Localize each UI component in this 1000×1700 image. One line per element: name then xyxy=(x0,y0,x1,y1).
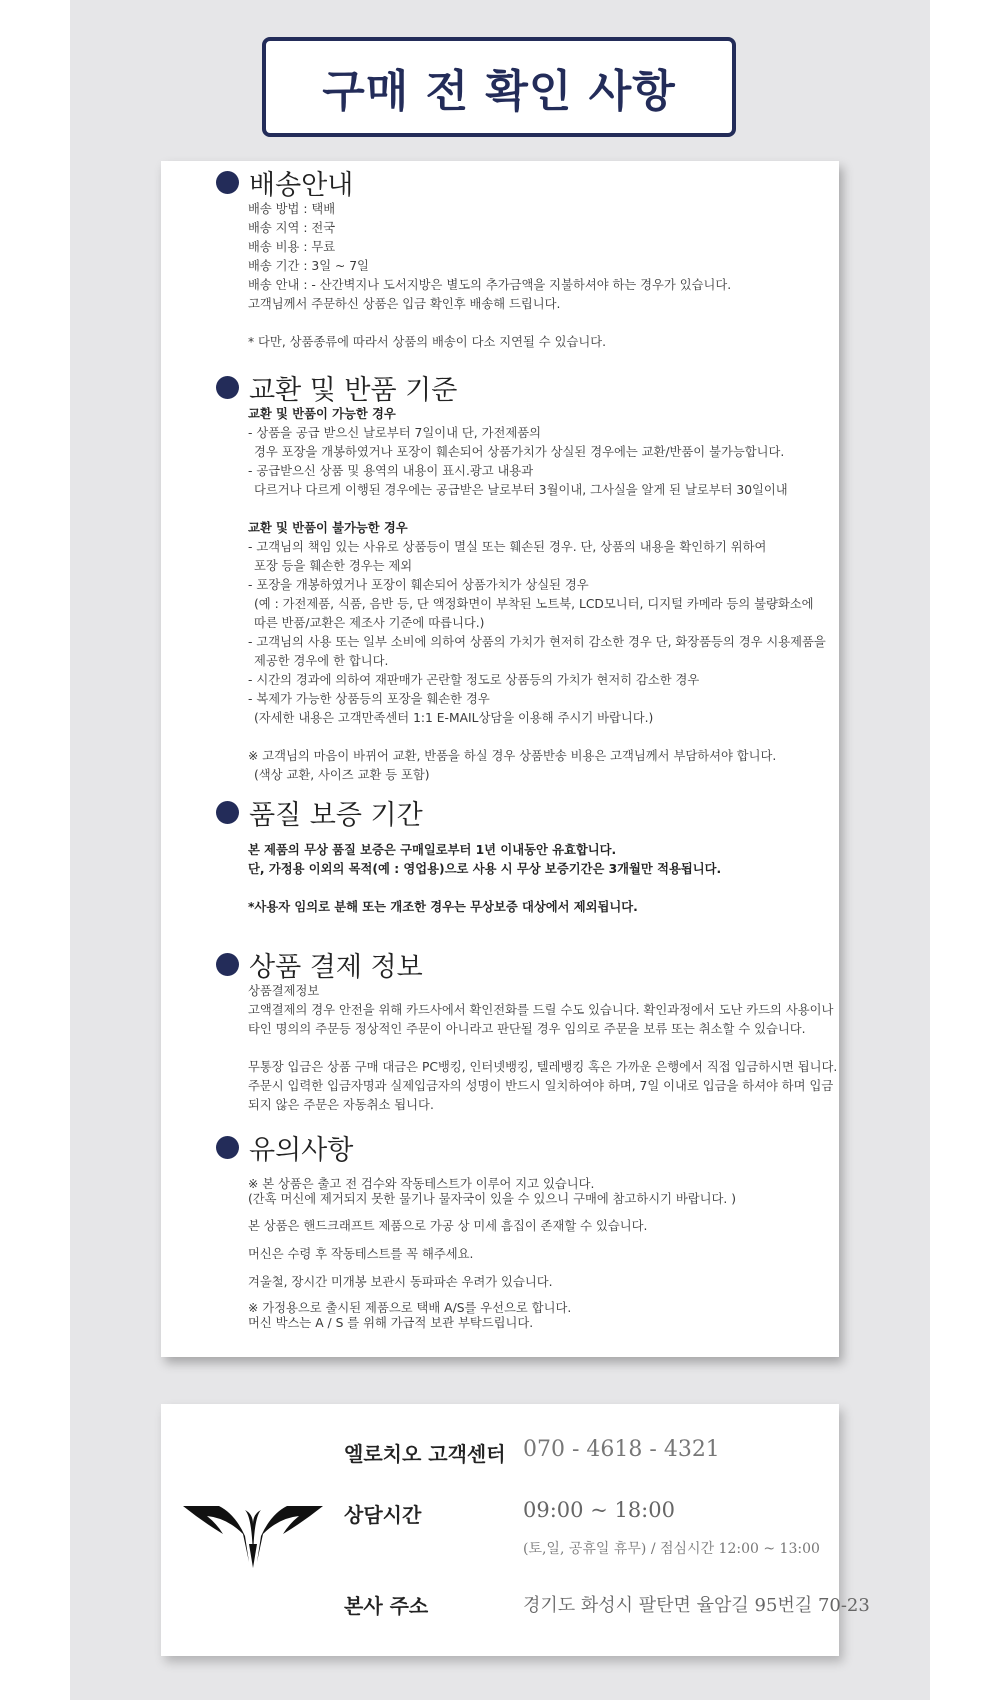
text-line: 되지 않은 주문은 자동취소 됩니다. xyxy=(248,1098,434,1112)
spacer xyxy=(248,879,836,898)
text-line: 주문시 입력한 입금자명과 실제입금자의 성명이 반드시 일치하여야 하며, 7일 이내로 입금을 하셔야 하며 입금 xyxy=(248,1079,834,1093)
subheading: 교환 및 반품이 가능한 경우 xyxy=(248,407,396,421)
text-line: 타인 명의의 주문등 정상적인 주문이 아니라고 판단될 경우 임의로 주문을 보류 또는 취소할 수 있습니다. xyxy=(248,1022,806,1036)
text-line: 본 제품의 무상 품질 보증은 구매일로부터 1년 이내동안 유효합니다. xyxy=(248,843,617,857)
circle-bullet-icon xyxy=(216,801,239,824)
section-title: 교환 및 반품 기준 xyxy=(249,374,458,406)
section-exchange xyxy=(216,370,836,785)
spacer xyxy=(248,728,836,747)
circle-bullet-icon xyxy=(216,376,239,399)
text-line: 본 상품은 핸드크래프트 제품으로 가공 상 미세 흠집이 존재할 수 있습니다. xyxy=(248,1219,648,1233)
section-heading xyxy=(216,795,836,829)
text-line: 머신은 수령 후 작동테스트를 꼭 해주세요. xyxy=(248,1247,474,1261)
text-line: 제공한 경우에 한 합니다. xyxy=(254,654,389,668)
spacer xyxy=(248,500,836,519)
text-line: 무통장 입금은 상품 구매 대금은 PC뱅킹, 인터넷뱅킹, 텔레뱅킹 혹은 가까운 은행에서 직접 입금하시면 됩니다. xyxy=(248,1060,838,1074)
text-line: * 다만, 상품종류에 따라서 상품의 배송이 다소 지연될 수 있습니다. xyxy=(248,335,606,349)
cs-phone[interactable]: 070 - 4618 - 4321 xyxy=(523,1437,720,1462)
text-line: - 공급받으신 상품 및 용역의 내용이 표시.광고 내용과 xyxy=(248,464,534,478)
text-line: 상품결제정보 xyxy=(248,984,320,998)
text-line: 포장 등을 훼손한 경우는 제외 xyxy=(254,559,413,573)
section-payment xyxy=(216,947,836,1115)
text-line: - 시간의 경과에 의하여 재판매가 곤란할 정도로 상품등의 가치가 현저히 감소한 경우 xyxy=(248,673,700,687)
text-line: 고액결제의 경우 안전을 위해 카드사에서 확인전화를 드릴 수도 있습니다. 확인과정에서 도난 카드의 사용이나 xyxy=(248,1003,834,1017)
text-line: - 포장을 개봉하였거나 포장이 훼손되어 상품가치가 상실된 경우 xyxy=(248,578,589,592)
text-line: - 상품을 공급 받으신 날로부터 7일이내 단, 가전제품의 xyxy=(248,426,541,440)
text-line: 배송 기간 : 3일 ~ 7일 xyxy=(248,259,369,273)
spacer xyxy=(248,1039,836,1058)
hours-label: 상담시간 xyxy=(344,1503,422,1527)
hours-note: (토,일, 공휴일 휴무) / 점심시간 12:00 ~ 13:00 xyxy=(523,1541,820,1557)
section-notice xyxy=(216,1130,836,1331)
section-title: 품질 보증 기간 xyxy=(249,799,423,831)
text-line: 배송 비용 : 무료 xyxy=(248,240,336,254)
text-line: 따른 반품/교환은 제조사 기준에 따릅니다.) xyxy=(254,616,485,630)
section-title: 상품 결제 정보 xyxy=(249,951,423,983)
text-line: 경우 포장을 개봉하였거나 포장이 훼손되어 상품가치가 상실된 경우에는 교환/반품이 불가능합니다. xyxy=(254,445,785,459)
text-line: - 고객님의 사용 또는 일부 소비에 의하여 상품의 가치가 현저히 감소한 경우 단, 화장품등의 경우 시용제품을 xyxy=(248,635,826,649)
address-value: 경기도 화성시 팔탄면 율암길 95번길 70-23 xyxy=(523,1595,870,1616)
section-heading xyxy=(216,947,836,981)
text-line: (색상 교환, 사이즈 교환 등 포함) xyxy=(254,768,430,782)
text-line: 단, 가정용 이외의 목적(예 : 영업용)으로 사용 시 무상 보증기간은 3개월만 적용됩니다. xyxy=(248,862,722,876)
text-line: - 복제가 가능한 상품등의 포장을 훼손한 경우 xyxy=(248,692,490,706)
text-line: ※ 본 상품은 출고 전 검수와 작동테스트가 이루어 지고 있습니다. xyxy=(248,1177,595,1191)
text-line: 머신 박스는 A / S 를 위해 가급적 보관 부탁드립니다. xyxy=(248,1316,534,1330)
text-line: ※ 가정용으로 출시된 제품으로 택배 A/S를 우선으로 합니다. xyxy=(248,1301,572,1315)
contact-card xyxy=(161,1404,870,1656)
text-line: 배송 안내 : - 산간벽지나 도서지방은 별도의 추가금액을 지불하셔야 하는 경우가 있습니다. xyxy=(248,278,732,292)
subheading: 교환 및 반품이 불가능한 경우 xyxy=(248,521,408,535)
section-heading xyxy=(216,370,836,404)
circle-bullet-icon xyxy=(216,1136,239,1159)
text-line: (간혹 머신에 제거되지 못한 물기나 물자국이 있을 수 있으니 구매에 참고하시기 바랍니다. ) xyxy=(248,1192,737,1206)
title-box xyxy=(262,37,736,137)
text-line: ※ 고객님의 마음이 바뀌어 교환, 반품을 하실 경우 상품반송 비용은 고객님께서 부담하셔야 합니다. xyxy=(248,749,777,763)
cs-label: 엘로치오 고객센터 xyxy=(344,1442,506,1466)
winged-logo-icon xyxy=(183,1504,323,1568)
text-line: 배송 지역 : 전국 xyxy=(248,221,336,235)
text-line: (예 : 가전제품, 식품, 음반 등, 단 액정화면이 부착된 노트북, LCD모니터, 디지털 카메라 등의 불량화소에 xyxy=(254,597,814,611)
section-heading xyxy=(216,1130,836,1164)
address-label: 본사 주소 xyxy=(344,1594,429,1618)
section-warranty xyxy=(216,795,836,917)
text-line: 고객님께서 주문하신 상품은 입금 확인후 배송해 드립니다. xyxy=(248,297,561,311)
text-line: *사용자 임의로 분해 또는 개조한 경우는 무상보증 대상에서 제외됩니다. xyxy=(248,900,638,914)
page-title: 구매 전 확인 사항 xyxy=(322,66,676,117)
spacer xyxy=(248,314,836,333)
text-line: 다르거나 다르게 이행된 경우에는 공급받은 날로부터 3월이내, 그사실을 알게 된 날로부터 30일이내 xyxy=(254,483,788,497)
text-line: 겨울철, 장시간 미개봉 보관시 동파파손 우려가 있습니다. xyxy=(248,1275,553,1289)
circle-bullet-icon xyxy=(216,953,239,976)
hours-value: 09:00 ~ 18:00 xyxy=(523,1498,675,1522)
section-heading xyxy=(216,165,836,199)
section-shipping xyxy=(216,165,836,352)
text-line: - 고객님의 책임 있는 사유로 상품등이 멸실 또는 훼손된 경우. 단, 상품의 내용을 확인하기 위하여 xyxy=(248,540,767,554)
text-line: 배송 방법 : 택배 xyxy=(248,202,336,216)
section-title: 배송안내 xyxy=(249,169,354,201)
circle-bullet-icon xyxy=(216,171,239,194)
section-title: 유의사항 xyxy=(249,1134,354,1166)
text-line: (자세한 내용은 고객만족센터 1:1 E-MAIL상담을 이용해 주시기 바랍니다.) xyxy=(254,711,654,725)
